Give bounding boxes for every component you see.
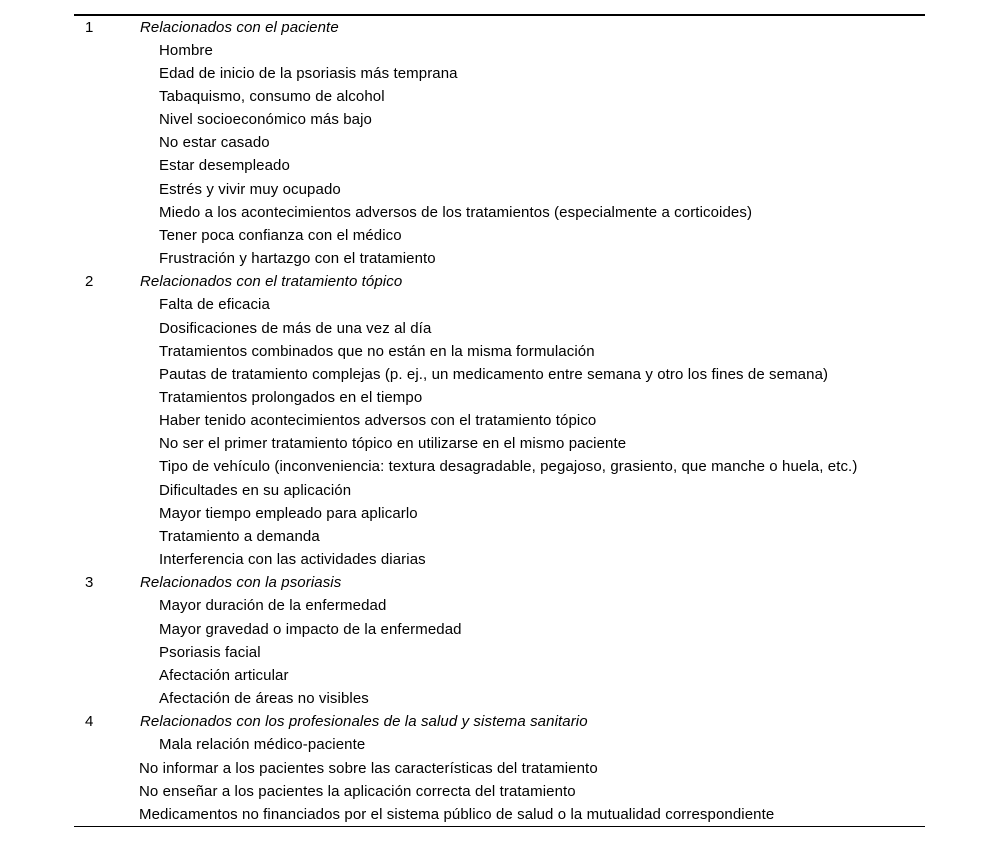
item-text: Dificultades en su aplicación [159, 481, 352, 499]
item-row [74, 664, 925, 687]
item-text: Afectación de áreas no visibles [159, 690, 369, 708]
item-row [74, 363, 925, 386]
item-text: Tabaquismo, consumo de alcohol [159, 87, 385, 105]
item-row [74, 618, 925, 641]
item-row [74, 757, 925, 780]
item-text: Dosificaciones de más de una vez al día [159, 319, 432, 337]
item-text: No estar casado [159, 134, 270, 152]
table-rows [74, 16, 925, 826]
section-row [74, 571, 925, 594]
item-text: Afectación articular [159, 666, 289, 684]
section-title: Relacionados con los profesionales de la salud y sistema sanitario [140, 713, 588, 731]
item-text: Miedo a los acontecimientos adversos de los tratamientos (especialmente a corticoides) [159, 203, 753, 221]
item-row [74, 594, 925, 617]
factors-table [74, 14, 925, 827]
item-row [74, 108, 925, 131]
section-number: 2 [85, 273, 94, 291]
item-text: Edad de inicio de la psoriasis más temprana [159, 64, 458, 82]
item-row [74, 201, 925, 224]
item-row [74, 733, 925, 756]
section-number: 1 [85, 18, 94, 36]
item-text: Mayor duración de la enfermedad [159, 597, 387, 615]
item-row [74, 131, 925, 154]
item-row [74, 548, 925, 571]
item-text: Frustración y hartazgo con el tratamiento [159, 250, 436, 268]
item-text: Tener poca confianza con el médico [159, 226, 402, 244]
item-text: Tratamientos prolongados en el tiempo [159, 389, 423, 406]
item-row [74, 178, 925, 201]
item-text: Estar desempleado [159, 157, 290, 175]
item-text: Mayor gravedad o impacto de la enfermedad [159, 620, 462, 638]
item-text: No enseñar a los pacientes la aplicación correcta del tratamiento [139, 782, 576, 800]
section-title: Relacionados con el paciente [140, 18, 339, 36]
item-row [74, 317, 925, 340]
item-row [74, 39, 925, 62]
item-row [74, 687, 925, 710]
item-row [74, 340, 925, 363]
section-row [74, 270, 925, 293]
item-row [74, 455, 925, 478]
item-text: No ser el primer tratamiento tópico en utilizarse en el mismo paciente [159, 435, 627, 453]
item-text: Psoriasis facial [159, 643, 261, 661]
item-row [74, 432, 925, 455]
item-text: No informar a los pacientes sobre las características del tratamiento [139, 759, 598, 777]
item-row [74, 293, 925, 316]
item-row [74, 154, 925, 177]
item-row [74, 85, 925, 108]
item-row [74, 224, 925, 247]
item-row [74, 247, 925, 270]
item-row [74, 479, 925, 502]
item-text: Medicamentos no financiados por el sistema público de salud o la mutualidad correspondiente [139, 805, 775, 823]
item-text: Nivel socioeconómico más bajo [159, 111, 372, 129]
section-number: 4 [85, 713, 94, 731]
section-title: Relacionados con la psoriasis [140, 574, 342, 592]
item-text: Interferencia con las actividades diarias [159, 551, 426, 569]
item-text: Tratamiento a demanda [159, 527, 320, 545]
item-text: Mayor tiempo empleado para aplicarlo [159, 504, 418, 522]
item-text: Haber tenido acontecimientos adversos con el tratamiento tópico [159, 412, 597, 430]
item-text: Tipo de vehículo (inconveniencia: textura desagradable, pegajoso, grasiento, que manche o huela, etc.) [159, 458, 858, 476]
section-number: 3 [85, 574, 94, 592]
item-text: Hombre [159, 41, 213, 59]
item-row [74, 803, 925, 826]
section-row [74, 16, 925, 39]
item-row [74, 780, 925, 803]
item-row [74, 386, 925, 409]
bottom-rule [74, 826, 925, 828]
item-text: Falta de eficacia [159, 296, 270, 314]
section-row [74, 710, 925, 733]
item-row [74, 409, 925, 432]
item-row [74, 525, 925, 548]
item-row [74, 502, 925, 525]
item-text: Tratamientos combinados que no están en la misma formulación [159, 342, 595, 360]
item-text: Mala relación médico-paciente [159, 736, 366, 754]
item-row [74, 62, 925, 85]
item-text: Estrés y vivir muy ocupado [159, 180, 341, 198]
section-title: Relacionados con el tratamiento tópico [140, 273, 403, 291]
item-text: Pautas de tratamiento complejas (p. ej., un medicamento entre semana y otro los fines de semana) [159, 365, 829, 383]
item-row [74, 641, 925, 664]
